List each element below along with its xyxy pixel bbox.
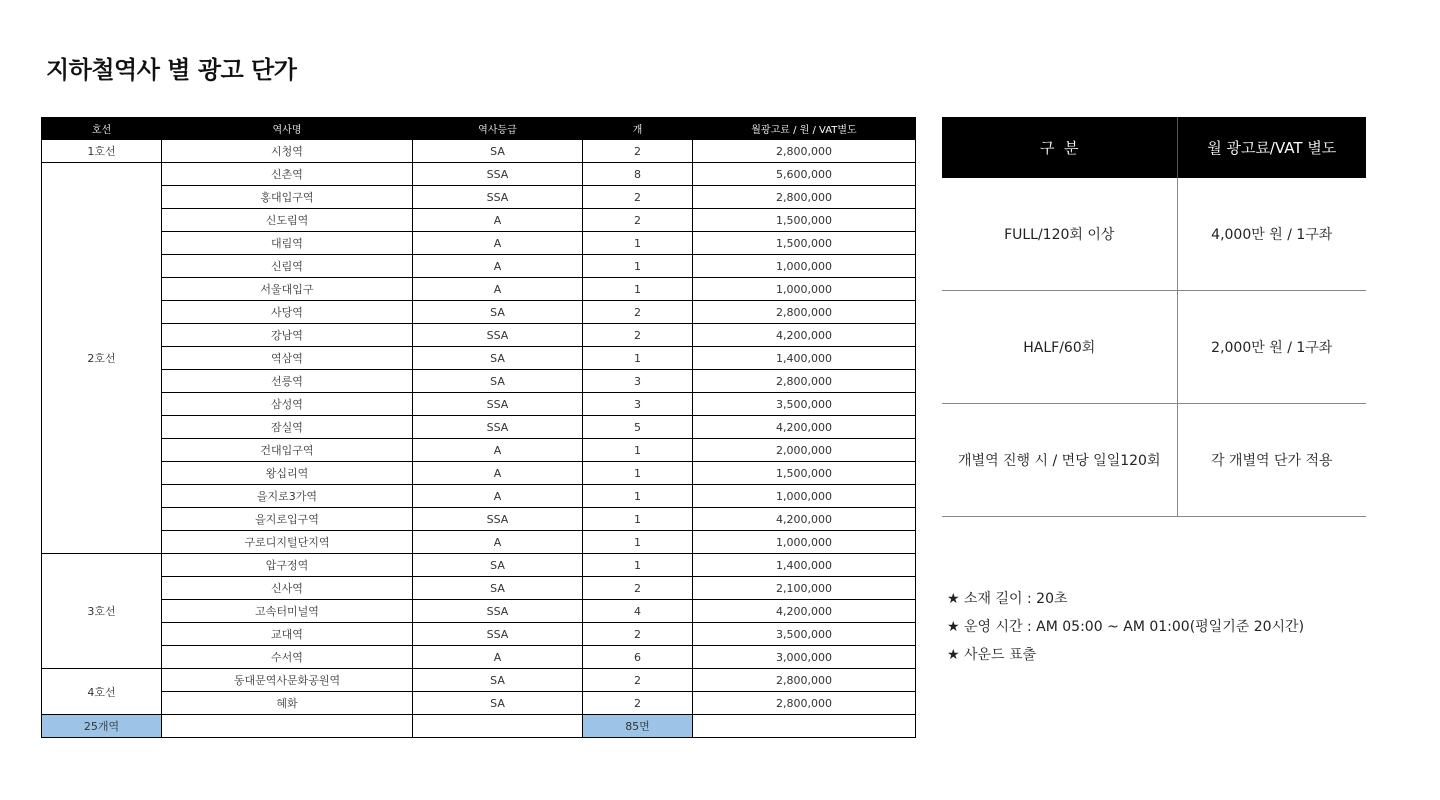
station-name-cell: 왕십리역 <box>162 462 413 485</box>
table-row <box>42 669 916 692</box>
station-name-cell: 삼성역 <box>162 393 413 416</box>
count-cell: 3 <box>583 393 693 416</box>
total-row <box>42 715 916 738</box>
table-row <box>42 209 916 232</box>
station-name-cell: 신도림역 <box>162 209 413 232</box>
total-empty-cell <box>693 715 916 738</box>
table-body <box>42 140 916 738</box>
count-cell: 1 <box>583 232 693 255</box>
count-cell: 2 <box>583 577 693 600</box>
price-cell: 4,200,000 <box>693 416 916 439</box>
line-cell: 2호선 <box>42 163 162 554</box>
count-cell: 1 <box>583 255 693 278</box>
line-cell: 1호선 <box>42 140 162 163</box>
station-name-cell: 고속터미널역 <box>162 600 413 623</box>
station-name-cell: 압구정역 <box>162 554 413 577</box>
note-item: ★ 운영 시간 : AM 05:00 ~ AM 01:00(평일기준 20시간) <box>947 619 1305 635</box>
station-name-cell: 을지로3가역 <box>162 485 413 508</box>
station-name-cell: 을지로입구역 <box>162 508 413 531</box>
price-cell: 1,500,000 <box>693 209 916 232</box>
package-row <box>942 404 1366 517</box>
count-cell: 1 <box>583 462 693 485</box>
grade-cell: SA <box>413 347 583 370</box>
table-row <box>42 485 916 508</box>
station-name-cell: 혜화 <box>162 692 413 715</box>
note-item: ★ 사운드 표출 <box>947 647 1037 663</box>
price-cell: 2,000,000 <box>693 439 916 462</box>
price-cell: 3,000,000 <box>693 646 916 669</box>
station-price-table <box>41 117 916 738</box>
col-header-line: 호선 <box>42 118 162 140</box>
count-cell: 1 <box>583 347 693 370</box>
count-cell: 1 <box>583 554 693 577</box>
grade-cell: SA <box>413 140 583 163</box>
station-name-cell: 잠실역 <box>162 416 413 439</box>
grade-cell: SSA <box>413 163 583 186</box>
table-row <box>42 462 916 485</box>
grade-cell: SSA <box>413 186 583 209</box>
grade-cell: A <box>413 462 583 485</box>
price-cell: 1,000,000 <box>693 255 916 278</box>
table-row <box>42 347 916 370</box>
col-header-count: 개 <box>583 118 693 140</box>
package-price-table <box>942 117 1366 517</box>
package-header-type: 구 분 <box>942 117 1177 178</box>
price-cell: 4,200,000 <box>693 508 916 531</box>
package-price: 4,000만 원 / 1구좌 <box>1177 178 1366 291</box>
table-row <box>42 646 916 669</box>
table-row <box>42 324 916 347</box>
price-cell: 2,800,000 <box>693 186 916 209</box>
count-cell: 2 <box>583 209 693 232</box>
station-name-cell: 서울대입구 <box>162 278 413 301</box>
grade-cell: SSA <box>413 508 583 531</box>
table-row <box>42 370 916 393</box>
price-cell: 2,800,000 <box>693 370 916 393</box>
price-cell: 2,100,000 <box>693 577 916 600</box>
total-empty-cell <box>413 715 583 738</box>
price-cell: 1,000,000 <box>693 278 916 301</box>
line-cell: 4호선 <box>42 669 162 715</box>
price-cell: 2,800,000 <box>693 301 916 324</box>
price-cell: 1,400,000 <box>693 554 916 577</box>
grade-cell: SSA <box>413 324 583 347</box>
table-row <box>42 508 916 531</box>
table-row <box>42 577 916 600</box>
station-name-cell: 신사역 <box>162 577 413 600</box>
grade-cell: SA <box>413 669 583 692</box>
grade-cell: A <box>413 485 583 508</box>
table-row <box>42 232 916 255</box>
count-cell: 1 <box>583 485 693 508</box>
grade-cell: SA <box>413 692 583 715</box>
price-cell: 1,500,000 <box>693 232 916 255</box>
grade-cell: SA <box>413 554 583 577</box>
count-cell: 1 <box>583 508 693 531</box>
price-cell: 2,800,000 <box>693 669 916 692</box>
table-row <box>42 531 916 554</box>
table-row <box>42 692 916 715</box>
count-cell: 2 <box>583 623 693 646</box>
count-cell: 3 <box>583 370 693 393</box>
line-cell: 3호선 <box>42 554 162 669</box>
package-header-row <box>942 117 1366 178</box>
count-cell: 5 <box>583 416 693 439</box>
grade-cell: A <box>413 255 583 278</box>
price-cell: 4,200,000 <box>693 600 916 623</box>
count-cell: 8 <box>583 163 693 186</box>
station-name-cell: 동대문역사문화공원역 <box>162 669 413 692</box>
count-cell: 6 <box>583 646 693 669</box>
grade-cell: A <box>413 232 583 255</box>
price-cell: 1,400,000 <box>693 347 916 370</box>
table-row <box>42 186 916 209</box>
count-cell: 2 <box>583 301 693 324</box>
count-cell: 2 <box>583 186 693 209</box>
package-type: 개별역 진행 시 / 면당 일일120회 <box>942 404 1177 517</box>
package-price: 각 개별역 단가 적용 <box>1177 404 1366 517</box>
price-cell: 1,500,000 <box>693 462 916 485</box>
price-cell: 4,200,000 <box>693 324 916 347</box>
total-empty-cell <box>162 715 413 738</box>
table-header-row <box>42 118 916 140</box>
station-name-cell: 신촌역 <box>162 163 413 186</box>
col-header-station: 역사명 <box>162 118 413 140</box>
package-price: 2,000만 원 / 1구좌 <box>1177 291 1366 404</box>
grade-cell: SSA <box>413 416 583 439</box>
col-header-price: 월광고료 / 원 / VAT별도 <box>693 118 916 140</box>
package-type: HALF/60회 <box>942 291 1177 404</box>
table-row <box>42 140 916 163</box>
station-name-cell: 건대입구역 <box>162 439 413 462</box>
total-stations-cell: 25개역 <box>42 715 162 738</box>
package-row <box>942 291 1366 404</box>
station-name-cell: 교대역 <box>162 623 413 646</box>
package-type: FULL/120회 이상 <box>942 178 1177 291</box>
page-title: 지하철역사 별 광고 단가 <box>46 56 297 84</box>
grade-cell: SSA <box>413 600 583 623</box>
col-header-grade: 역사등급 <box>413 118 583 140</box>
grade-cell: A <box>413 209 583 232</box>
station-name-cell: 사당역 <box>162 301 413 324</box>
package-row <box>942 178 1366 291</box>
grade-cell: SSA <box>413 623 583 646</box>
station-name-cell: 강남역 <box>162 324 413 347</box>
station-name-cell: 홍대입구역 <box>162 186 413 209</box>
grade-cell: A <box>413 531 583 554</box>
grade-cell: A <box>413 278 583 301</box>
table-row <box>42 554 916 577</box>
table-row <box>42 416 916 439</box>
price-cell: 1,000,000 <box>693 485 916 508</box>
table-row <box>42 393 916 416</box>
grade-cell: SSA <box>413 393 583 416</box>
price-cell: 3,500,000 <box>693 393 916 416</box>
note-item: ★ 소재 길이 : 20초 <box>947 591 1068 607</box>
station-name-cell: 신림역 <box>162 255 413 278</box>
table-row <box>42 439 916 462</box>
price-cell: 1,000,000 <box>693 531 916 554</box>
grade-cell: SA <box>413 370 583 393</box>
count-cell: 1 <box>583 531 693 554</box>
table-row <box>42 623 916 646</box>
station-name-cell: 수서역 <box>162 646 413 669</box>
total-faces-cell: 85면 <box>583 715 693 738</box>
grade-cell: SA <box>413 577 583 600</box>
price-cell: 5,600,000 <box>693 163 916 186</box>
station-name-cell: 구로디지털단지역 <box>162 531 413 554</box>
table-row <box>42 163 916 186</box>
table-row <box>42 600 916 623</box>
grade-cell: SA <box>413 301 583 324</box>
count-cell: 4 <box>583 600 693 623</box>
count-cell: 2 <box>583 692 693 715</box>
station-name-cell: 시청역 <box>162 140 413 163</box>
table-row <box>42 255 916 278</box>
station-name-cell: 대림역 <box>162 232 413 255</box>
count-cell: 2 <box>583 324 693 347</box>
table-row <box>42 301 916 324</box>
count-cell: 1 <box>583 278 693 301</box>
package-header-price: 월 광고료/VAT 별도 <box>1177 117 1366 178</box>
notes-list <box>947 588 1304 672</box>
grade-cell: A <box>413 439 583 462</box>
station-name-cell: 역삼역 <box>162 347 413 370</box>
price-cell: 2,800,000 <box>693 140 916 163</box>
count-cell: 1 <box>583 439 693 462</box>
price-cell: 2,800,000 <box>693 692 916 715</box>
station-name-cell: 선릉역 <box>162 370 413 393</box>
count-cell: 2 <box>583 669 693 692</box>
price-cell: 3,500,000 <box>693 623 916 646</box>
count-cell: 2 <box>583 140 693 163</box>
grade-cell: A <box>413 646 583 669</box>
table-row <box>42 278 916 301</box>
